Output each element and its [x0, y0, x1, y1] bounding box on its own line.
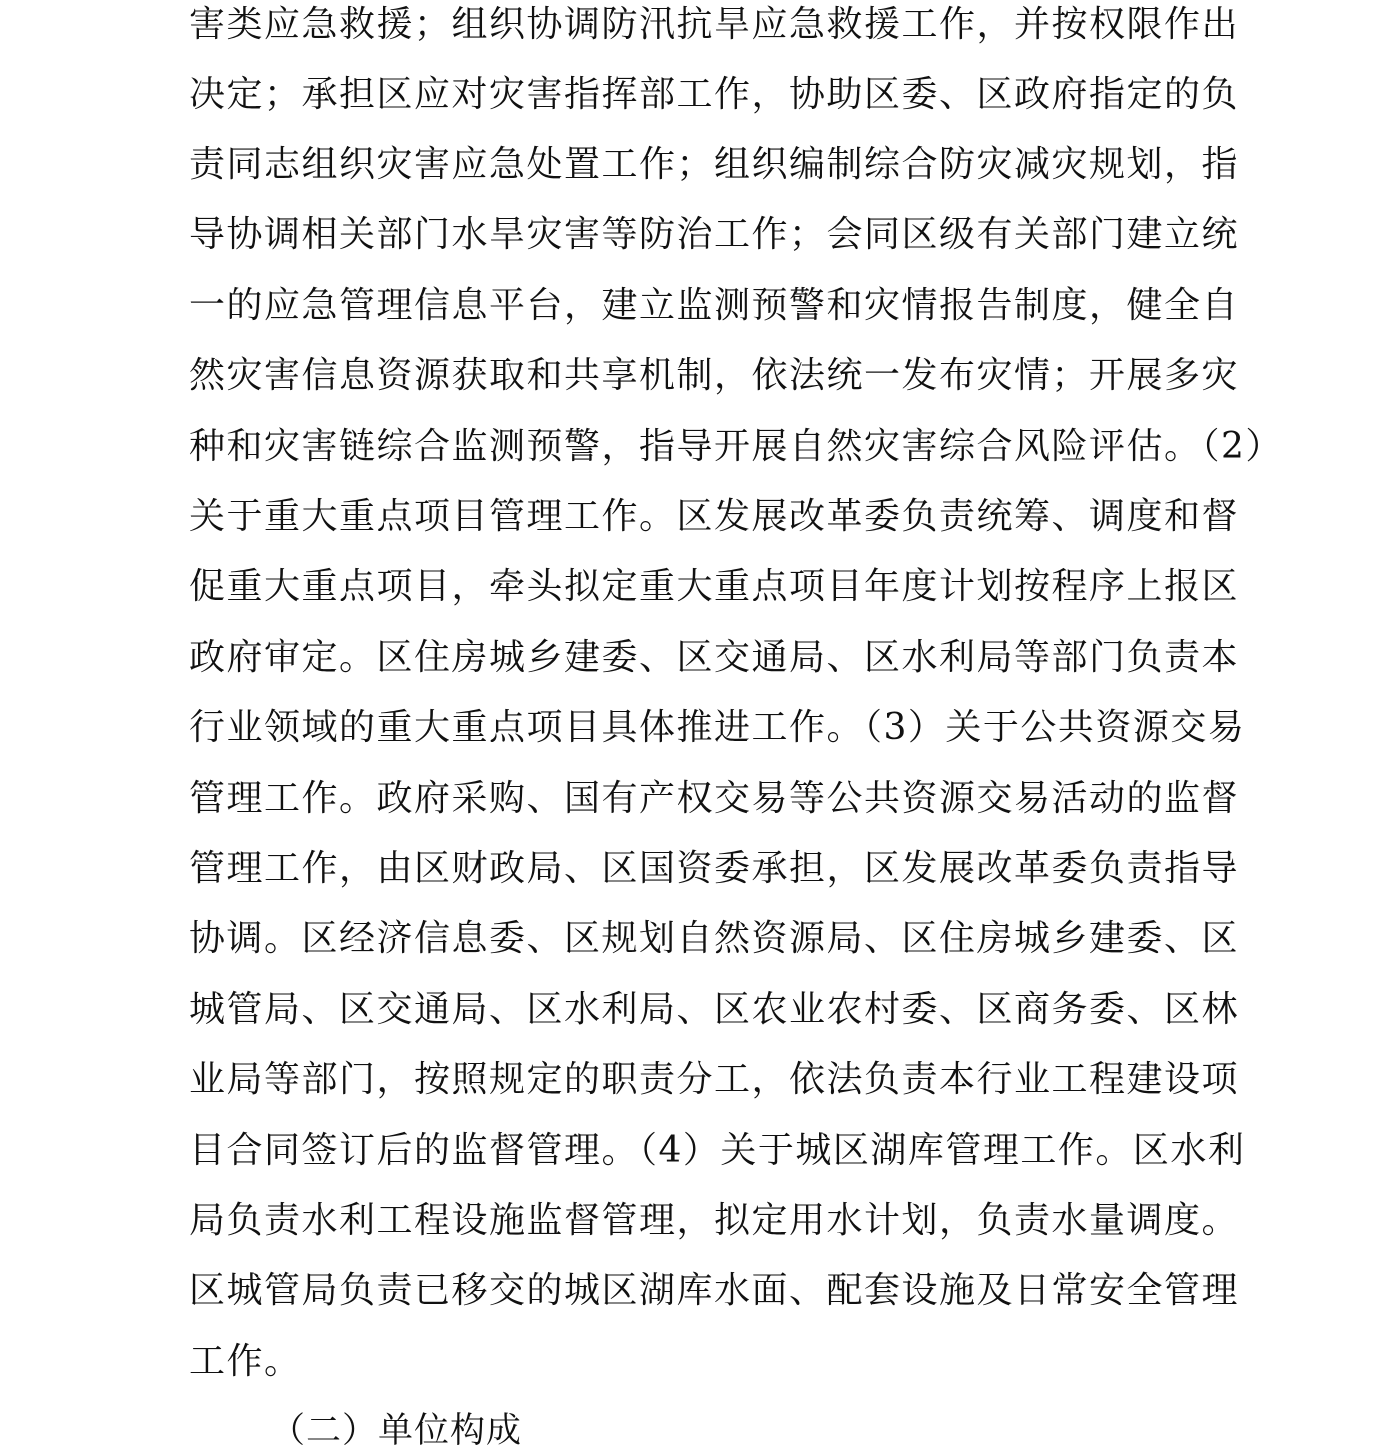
paragraph-line: 管理工作，由区财政局、区国资委承担，区发展改革委负责指导 — [189, 848, 1240, 889]
paragraph-line: 责同志组织灾害应急处置工作；组织编制综合防灾减灾规划，指 — [189, 144, 1240, 185]
paragraph-line: 决定；承担区应对灾害指挥部工作，协助区委、区政府指定的负 — [189, 74, 1240, 115]
paragraph-line: 区城管局负责已移交的城区湖库水面、配套设施及日常安全管理 — [189, 1270, 1240, 1311]
paragraph-line: 工作。 — [189, 1341, 302, 1382]
paragraph-line: 管理工作。政府采购、国有产权交易等公共资源交易活动的监督 — [189, 778, 1240, 819]
paragraph-line: 目合同签订后的监督管理。（4）关于城区湖库管理工作。区水利 — [189, 1130, 1246, 1171]
paragraph-line: 导协调相关部门水旱灾害等防治工作；会同区级有关部门建立统 — [189, 214, 1240, 255]
paragraph-line: 害类应急救援；组织协调防汛抗旱应急救援工作，并按权限作出 — [189, 4, 1240, 45]
paragraph-line: 种和灾害链综合监测预警，指导开展自然灾害综合风险评估。（2） — [189, 426, 1283, 467]
paragraph-line: 行业领域的重大重点项目具体推进工作。（3）关于公共资源交易 — [189, 707, 1246, 748]
paragraph-line: 关于重大重点项目管理工作。区发展改革委负责统筹、调度和督 — [189, 496, 1240, 537]
paragraph-line: 业局等部门，按照规定的职责分工，依法负责本行业工程建设项 — [189, 1059, 1240, 1100]
paragraph-line: 协调。区经济信息委、区规划自然资源局、区住房城乡建委、区 — [189, 918, 1240, 959]
section-heading: （二）单位构成 — [270, 1411, 523, 1451]
paragraph-line: 政府审定。区住房城乡建委、区交通局、区水利局等部门负责本 — [189, 637, 1240, 678]
paragraph-line: 然灾害信息资源获取和共享机制，依法统一发布灾情；开展多灾 — [189, 355, 1240, 396]
paragraph-line: 城管局、区交通局、区水利局、区农业农村委、区商务委、区林 — [189, 989, 1240, 1030]
paragraph-line: 局负责水利工程设施监督管理，拟定用水计划，负责水量调度。 — [189, 1200, 1240, 1241]
paragraph-line: 促重大重点项目，牵头拟定重大重点项目年度计划按程序上报区 — [189, 566, 1240, 607]
paragraph-line: 一的应急管理信息平台，建立监测预警和灾情报告制度，健全自 — [189, 285, 1240, 326]
